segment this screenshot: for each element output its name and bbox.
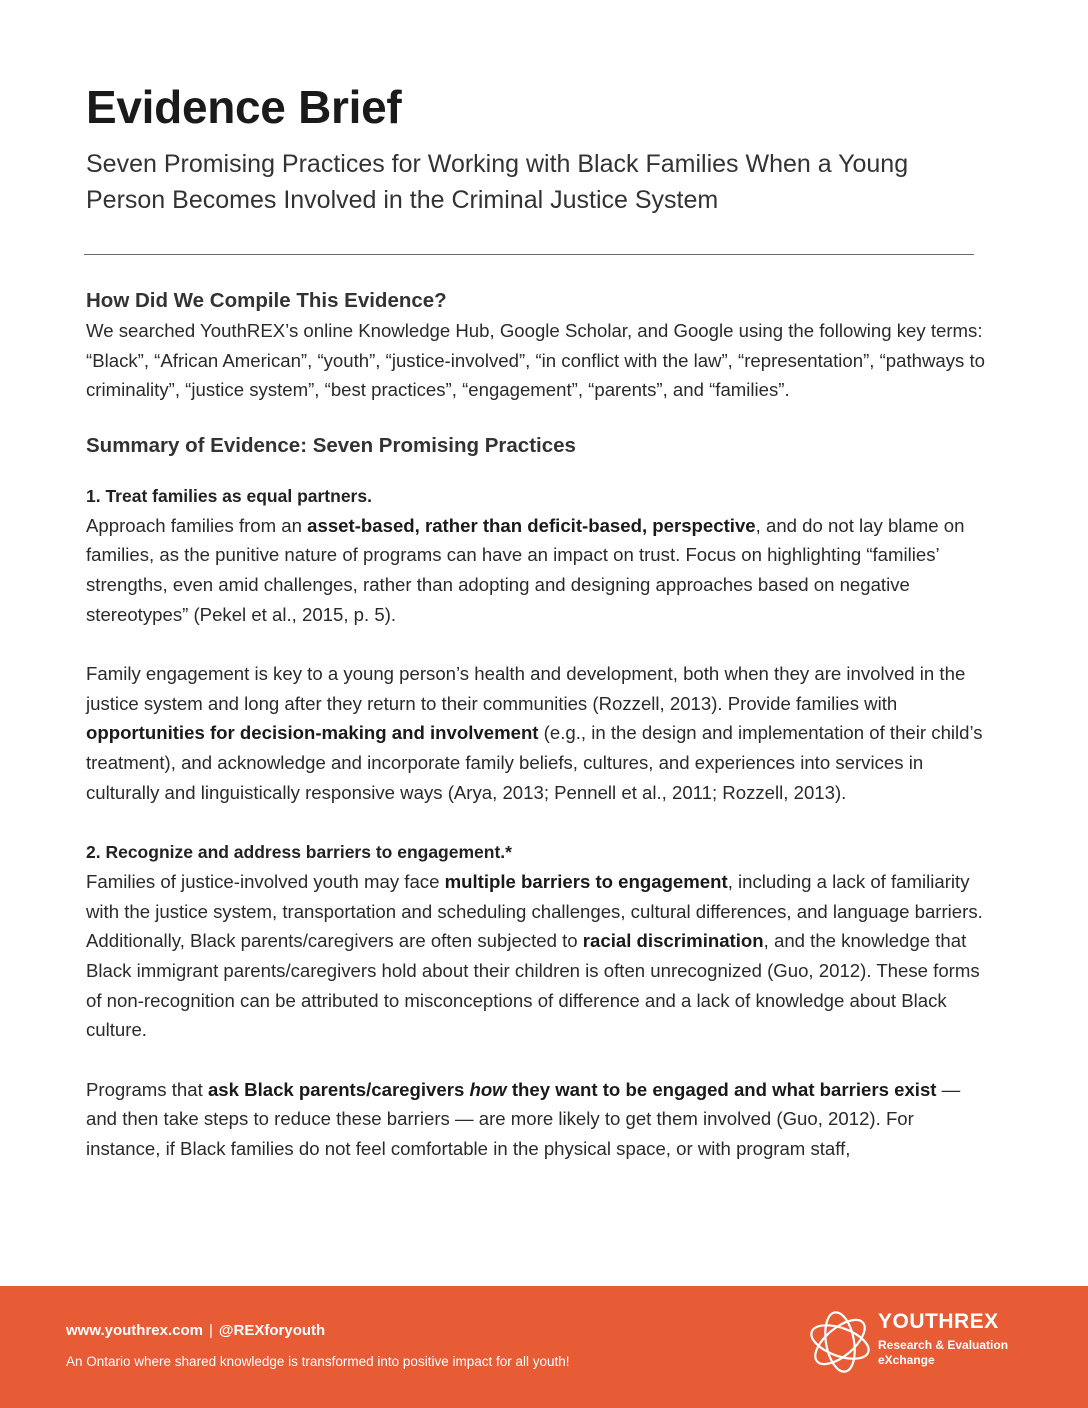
practice-1-paragraph-1: Approach families from an asset-based, rather than deficit-based, perspective, and do not lay blame on families, as the punitive nature of programs can have an impact on trust. Focus on highlighting “families’ strengths, even amid challenges, rather than adopting and designing approaches based on negative stereotypes” (Pekel et al., 2015, p. 5). <box>86 514 965 625</box>
main-content <box>86 286 986 1163</box>
emphasis-decision-making: opportunities for decision-making and involvement <box>86 722 539 744</box>
practice-2-paragraph-1: Families of justice-involved youth may face multiple barriers to engagement, including a lack of familiarity with the justice system, transportation and scheduling challenges, cultural differences, and language barriers. Additionally, Black parents/caregivers are often subjected to racial discrimination, and the knowledge that Black immigrant parents/caregivers hold about their children is often unrecognized (Guo, 2012). These forms of non-recognition can be attributed to misconceptions of difference and a lack of knowledge about Black culture. <box>86 871 983 1041</box>
compile-body: We searched YouthREX’s online Knowledge Hub, Google Scholar, and Google using the following key terms: “Black”, “African American”, “youth”, “justice-involved”, “in conflict with the law”, “representation”, “pathways to criminality”, “justice system”, “best practices”, “engagement”, “parents”, and “families”. <box>86 320 986 401</box>
page-title: Evidence Brief <box>86 81 402 133</box>
website-link[interactable]: www.youthrex.com <box>66 1322 203 1339</box>
footer-tagline: An Ontario where shared knowledge is transformed into positive impact for all youth! <box>66 1354 570 1369</box>
emphasis-asset-based: asset-based, rather than deficit-based, perspective <box>307 514 756 536</box>
practice-1-heading: 1. Treat families as equal partners. <box>86 485 372 506</box>
practice-2-heading: 2. Recognize and address barriers to engagement.* <box>86 842 512 863</box>
emphasis-racial-discrimination: racial discrimination <box>582 930 764 952</box>
footer-banner <box>0 1286 1088 1408</box>
emphasis-multiple-barriers: multiple barriers to engagement <box>444 871 728 893</box>
compile-heading: How Did We Compile This Evidence? <box>86 289 447 312</box>
footer-links <box>66 1322 325 1339</box>
youthrex-logo <box>806 1304 1026 1394</box>
header-divider <box>84 254 974 255</box>
footer-separator: | <box>208 1322 213 1339</box>
emphasis-ask-caregivers: ask Black parents/caregivers how they want to be engaged and what barriers exist <box>207 1078 937 1100</box>
youthrex-orbit-icon <box>806 1308 874 1376</box>
practice-2-paragraph-2: Programs that ask Black parents/caregivers how they want to be engaged and what barriers exist — and then take steps to reduce these barriers — are more likely to get them involved (Guo, 2012). For instance, if Black families do not feel comfortable in the physical space, or with program staff, <box>86 1078 961 1159</box>
page-subtitle: Seven Promising Practices for Working with Black Families When a Young Person Becomes Involved in the Criminal Justice System <box>86 150 909 214</box>
summary-heading: Summary of Evidence: Seven Promising Practices <box>86 433 576 457</box>
practice-1-paragraph-2: Family engagement is key to a young person’s health and development, both when they are involved in the justice system and long after they return to their communities (Rozzell, 2013). Provide families with opportunities for decision-making and involvement (e.g., in the design and implementation of their child’s treatment), and acknowledge and incorporate family beliefs, cultures, and experiences into services in culturally and linguistically responsive ways (Arya, 2013; Pennell et al., 2011; Rozzell, 2013). <box>86 663 983 803</box>
logo-subtitle: Research & Evaluation eXchange <box>878 1338 1009 1367</box>
social-handle-link[interactable]: @REXforyouth <box>218 1322 326 1339</box>
logo-wordmark: YOUTHREX <box>878 1310 999 1333</box>
